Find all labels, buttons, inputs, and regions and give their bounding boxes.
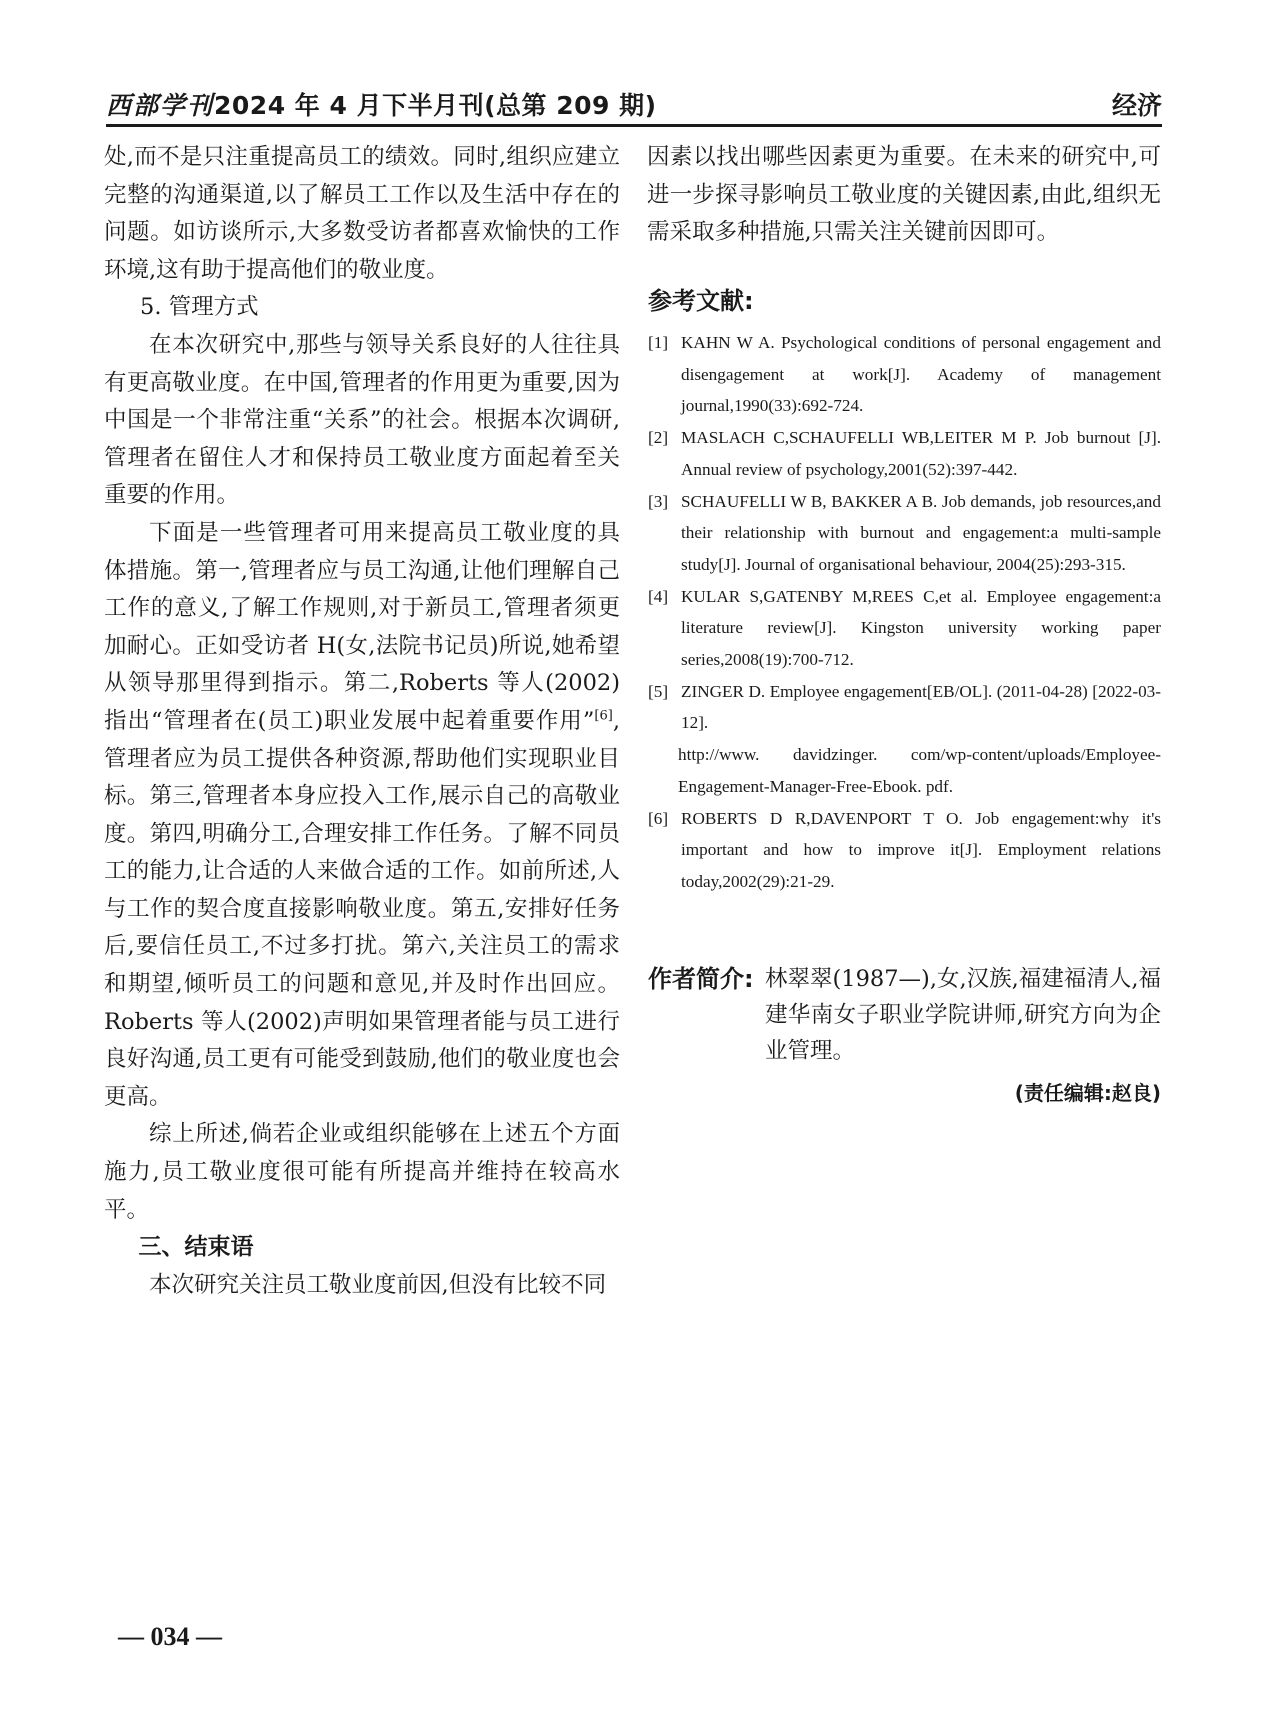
- author-bio-label: 作者简介:: [648, 965, 754, 993]
- issue-info: 2024 年 4 月下半月刊(总第 209 期): [214, 91, 657, 120]
- reference-item: [648, 486, 1161, 581]
- reference-item: [648, 422, 1161, 485]
- journal-issue: [106, 86, 657, 122]
- paragraph-text: 下面是一些管理者可用来提高员工敬业度的具体措施。第一,管理者应与员工沟通,让他们理解自己工作的意义,了解工作规则,对于新员工,管理者须更加耐心。正如受访者 H(女,法院书记员)所说,她希望从领导那里得到指示。第二,Roberts 等人(2002)指出“管理者在(员工)职业发展中起着重要作用”: [104, 519, 620, 734]
- reference-number: [6]: [648, 808, 669, 828]
- journal-logo: 西部学刊: [106, 91, 215, 120]
- author-bio-text: 林翠翠(1987—),女,汉族,福建福清人,福建华南女子职业学院讲师,研究方向为企业管理。: [765, 966, 1161, 1064]
- reference-item: [648, 676, 1161, 803]
- reference-item: [648, 327, 1161, 422]
- section-label: 经济: [1111, 91, 1162, 120]
- reference-item: [648, 581, 1161, 676]
- paragraph: 在本次研究中,那些与领导关系良好的人往往具有更高敬业度。在中国,管理者的作用更为重要,因为中国是一个非常注重“关系”的社会。根据本次调研,管理者在留住人才和保持员工敬业度方面起着至关重要的作用。: [104, 331, 620, 509]
- reference-text: MASLACH C,SCHAUFELLI WB,LEITER M P. Job burnout [J]. Annual review of psychology,2001(52):397-442.: [681, 428, 1161, 479]
- reference-number: [1]: [648, 333, 669, 352]
- paragraph: 因素以找出哪些因素更为重要。在未来的研究中,可进一步探寻影响员工敬业度的关键因素,由此,组织无需采取多种措施,只需关注关键前因即可。: [647, 144, 1161, 246]
- author-bio: [648, 961, 1162, 1076]
- header-rule: [106, 124, 1162, 127]
- paragraph: [104, 515, 620, 1117]
- section-heading: 三、结束语: [138, 1234, 254, 1261]
- left-column: [104, 139, 620, 1304]
- references-title: 参考文献:: [648, 287, 754, 315]
- reference-text: ZINGER D. Employee engagement[EB/OL]. (2011-04-28) [2022-03-12].: [681, 681, 1161, 733]
- running-header: [106, 86, 1162, 122]
- reference-url[interactable]: http://www. davidzinger. com/wp-content/uploads/Employee-Engagement-Manager-Free-Ebook. pdf.: [678, 745, 1161, 796]
- reference-text: KAHN W A. Psychological conditions of personal engagement and disengagement at work[J]. Academy of management journal,1990(33):692-724.: [681, 333, 1161, 416]
- reference-number: [2]: [648, 428, 669, 448]
- reference-number: [5]: [648, 681, 669, 701]
- right-column: [647, 139, 1161, 252]
- responsible-editor: (责任编辑:赵良): [1014, 1081, 1161, 1105]
- paragraph: 处,而不是只注重提高员工的绩效。同时,组织应建立完整的沟通渠道,以了解员工工作以及生活中存在的问题。如访谈所示,大多数受访者都喜欢愉快的工作环境,这有助于提高他们的敬业度。: [104, 144, 620, 283]
- paragraph-text: ,管理者应为员工提供各种资源,帮助他们实现职业目标。第三,管理者本身应投入工作,展示自己的高敬业度。第四,明确分工,合理安排工作任务。了解不同员工的能力,让合适的人来做合适的工作。如前所述,人与工作的契合度直接影响敬业度。第五,安排好任务后,要信任员工,不过多打扰。第六,关注员工的需求和期望,倾听员工的问题和意见,并及时作出回应。Roberts 等人(2002)声明如果管理者能与员工进行良好沟通,员工更有可能受到鼓励,他们的敬业度也会更高。: [104, 707, 620, 1110]
- references-list: [648, 327, 1161, 898]
- reference-number: [3]: [648, 491, 669, 511]
- paragraph: 本次研究关注员工敬业度前因,但没有比较不同: [149, 1271, 607, 1298]
- reference-text: ROBERTS D R,DAVENPORT T O. Job engagement:why it's important and how to improve it[J]. Employment relations today,2002(29):21-29.: [681, 808, 1161, 891]
- citation-marker: [6]: [594, 708, 613, 724]
- reference-text: SCHAUFELLI W B, BAKKER A B. Job demands, job resources,and their relationship with burnout and engagement:a multi-sample study[J]. Journal of organisational behaviour, 2004(25):293-315.: [681, 491, 1161, 574]
- subsection-heading: 5. 管理方式: [140, 294, 259, 321]
- reference-text: KULAR S,GATENBY M,REES C,et al. Employee engagement:a literature review[J]. Kingston university working paper series,2008(19):700-712.: [681, 586, 1161, 670]
- reference-item: [648, 803, 1161, 898]
- paragraph: 综上所述,倘若企业或组织能够在上述五个方面施力,员工敬业度很可能有所提高并维持在较高水平。: [104, 1121, 620, 1223]
- reference-number: [4]: [648, 586, 669, 606]
- page-number: — 034 —: [118, 1622, 222, 1651]
